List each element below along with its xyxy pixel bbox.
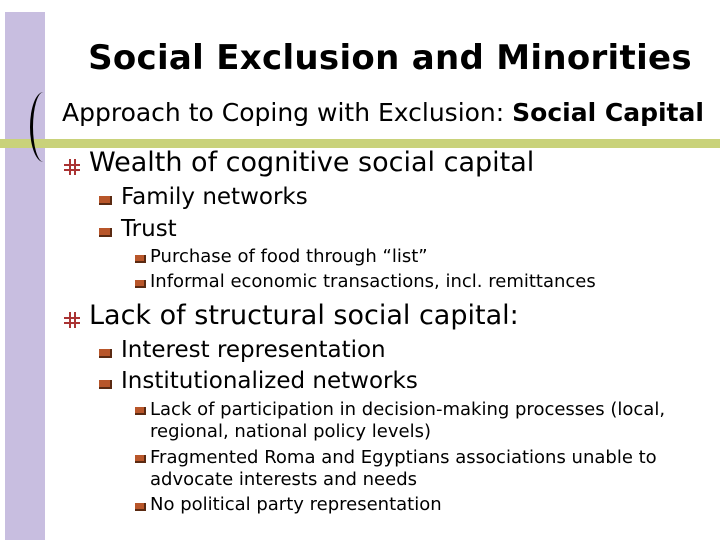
- bullet-square-icon: [99, 349, 112, 358]
- bullet-level3-food: Purchase of food through “list”: [150, 246, 428, 267]
- bullet-square-icon: [135, 455, 146, 463]
- bullet-square-icon: [135, 407, 146, 415]
- slide-title: Social Exclusion and Minorities: [88, 38, 692, 78]
- bullet-hash-icon: [64, 159, 80, 175]
- bullet-square-icon: [99, 228, 112, 237]
- bullet-level2-family: Family networks: [121, 184, 308, 210]
- bullet-level1-wealth: Wealth of cognitive social capital: [89, 147, 535, 178]
- slide-subtitle: [62, 98, 704, 127]
- decorative-left-bar: [5, 12, 45, 540]
- bullet-level2-institutionalized: Institutionalized networks: [121, 368, 418, 394]
- bullet-level2-trust: Trust: [121, 216, 177, 242]
- bullet-level3-participation: Lack of participation in decision-making processes (local, regional, national policy levels): [150, 399, 666, 442]
- subtitle-text: Approach to Coping with Exclusion:: [62, 98, 513, 127]
- bullet-square-icon: [99, 380, 112, 389]
- subtitle-bold-text: Social Capital: [512, 98, 704, 127]
- bullet-square-icon: [99, 196, 112, 205]
- bullet-level3-party: No political party representation: [150, 494, 442, 515]
- decorative-bracket: [30, 92, 57, 162]
- bullet-square-icon: [135, 503, 146, 511]
- bullet-square-icon: [135, 255, 146, 263]
- bullet-level1-lack: Lack of structural social capital:: [89, 300, 519, 331]
- bullet-level2-interest: Interest representation: [121, 337, 386, 363]
- bullet-hash-icon: [64, 312, 80, 328]
- bullet-square-icon: [135, 280, 146, 288]
- bullet-level3-informal: Informal economic transactions, incl. remittances: [150, 271, 596, 292]
- bullet-level3-fragmented: Fragmented Roma and Egyptians associations unable to advocate interests and needs: [150, 447, 657, 490]
